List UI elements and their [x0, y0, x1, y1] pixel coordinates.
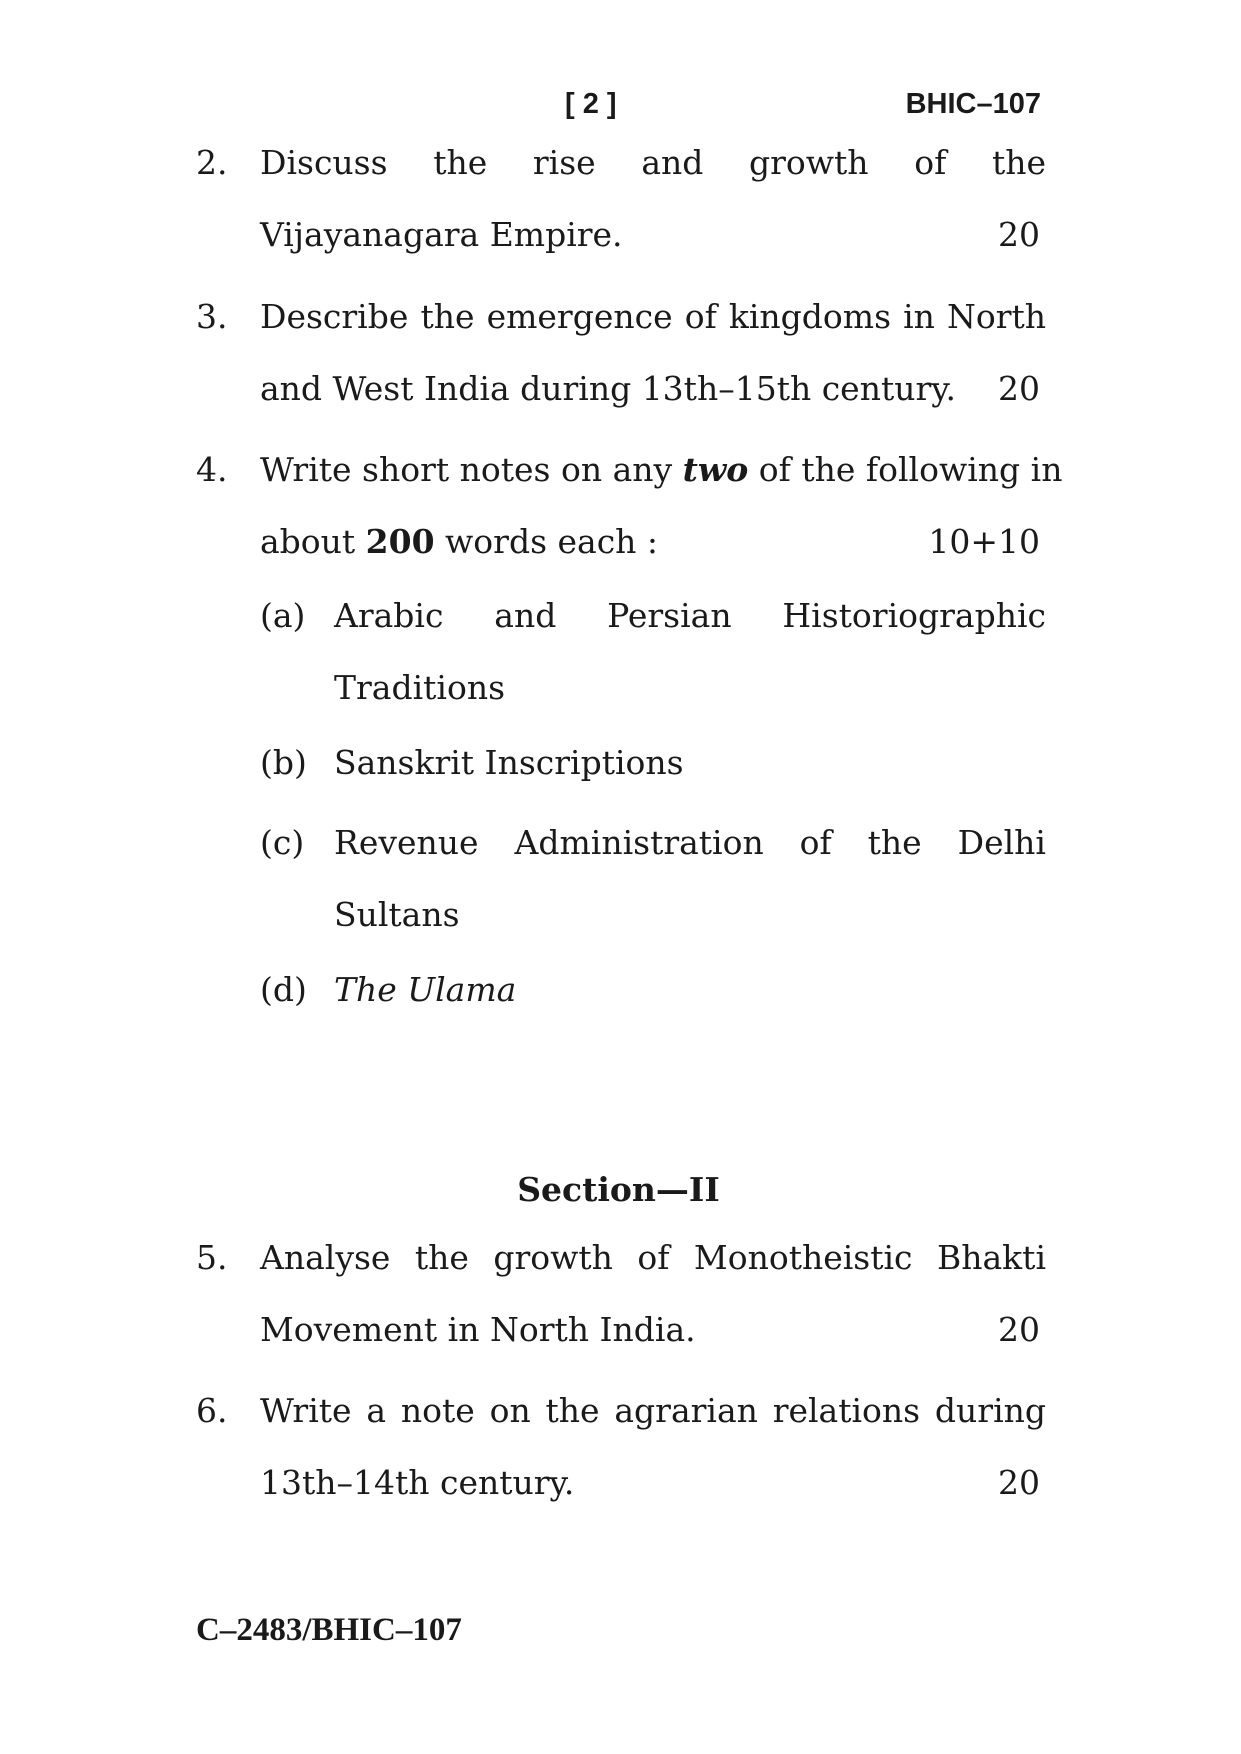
subpart-label: (b) — [260, 743, 307, 782]
question-marks: 20 — [998, 369, 1040, 408]
question-text-line: Write short notes on any two of the following in — [260, 450, 1063, 489]
question-text-line: Vijayanagara Empire. — [260, 215, 623, 254]
question-marks: 10+10 — [928, 522, 1040, 561]
subpart-text-line: The Ulama — [334, 970, 517, 1009]
question-text-line: Analyse the growth of Monotheistic Bhakti — [260, 1238, 1046, 1277]
question-marks: 20 — [998, 1463, 1040, 1502]
question-text-line: about 200 words each : — [260, 522, 659, 561]
subpart-text-line: Traditions — [334, 668, 506, 707]
question-text-line: and West India during 13th–15th century. — [260, 369, 956, 408]
subpart-label: (a) — [260, 596, 306, 635]
question-number: 2. — [196, 143, 228, 182]
page-number: [ 2 ] — [565, 88, 617, 120]
subpart-label: (d) — [260, 970, 307, 1009]
question-text-line: Write a note on the agrarian relations during — [260, 1391, 1046, 1430]
question-marks: 20 — [998, 1310, 1040, 1349]
question-text-line: Describe the emergence of kingdoms in North — [260, 297, 1046, 336]
course-code: BHIC–107 — [905, 88, 1041, 120]
subpart-label: (c) — [260, 823, 305, 862]
question-number: 4. — [196, 450, 228, 489]
question-text-line: 13th–14th century. — [260, 1463, 575, 1502]
question-number: 6. — [196, 1391, 228, 1430]
question-marks: 20 — [998, 215, 1040, 254]
emphasis-word-count: 200 — [365, 522, 435, 561]
footer-code: C–2483/BHIC–107 — [196, 1612, 462, 1648]
question-text-line: Movement in North India. — [260, 1310, 696, 1349]
subpart-text-line: Arabic and Persian Historiographic — [334, 596, 1046, 635]
section-heading: Section—II — [517, 1170, 720, 1209]
subpart-text-line: Sultans — [334, 895, 460, 934]
question-number: 5. — [196, 1238, 228, 1277]
subpart-text-line: Revenue Administration of the Delhi — [334, 823, 1046, 862]
question-text-line: Discuss the rise and growth of the — [260, 143, 1046, 182]
emphasis-two: two — [682, 450, 749, 489]
subpart-text-line: Sanskrit Inscriptions — [334, 743, 684, 782]
question-number: 3. — [196, 297, 228, 336]
